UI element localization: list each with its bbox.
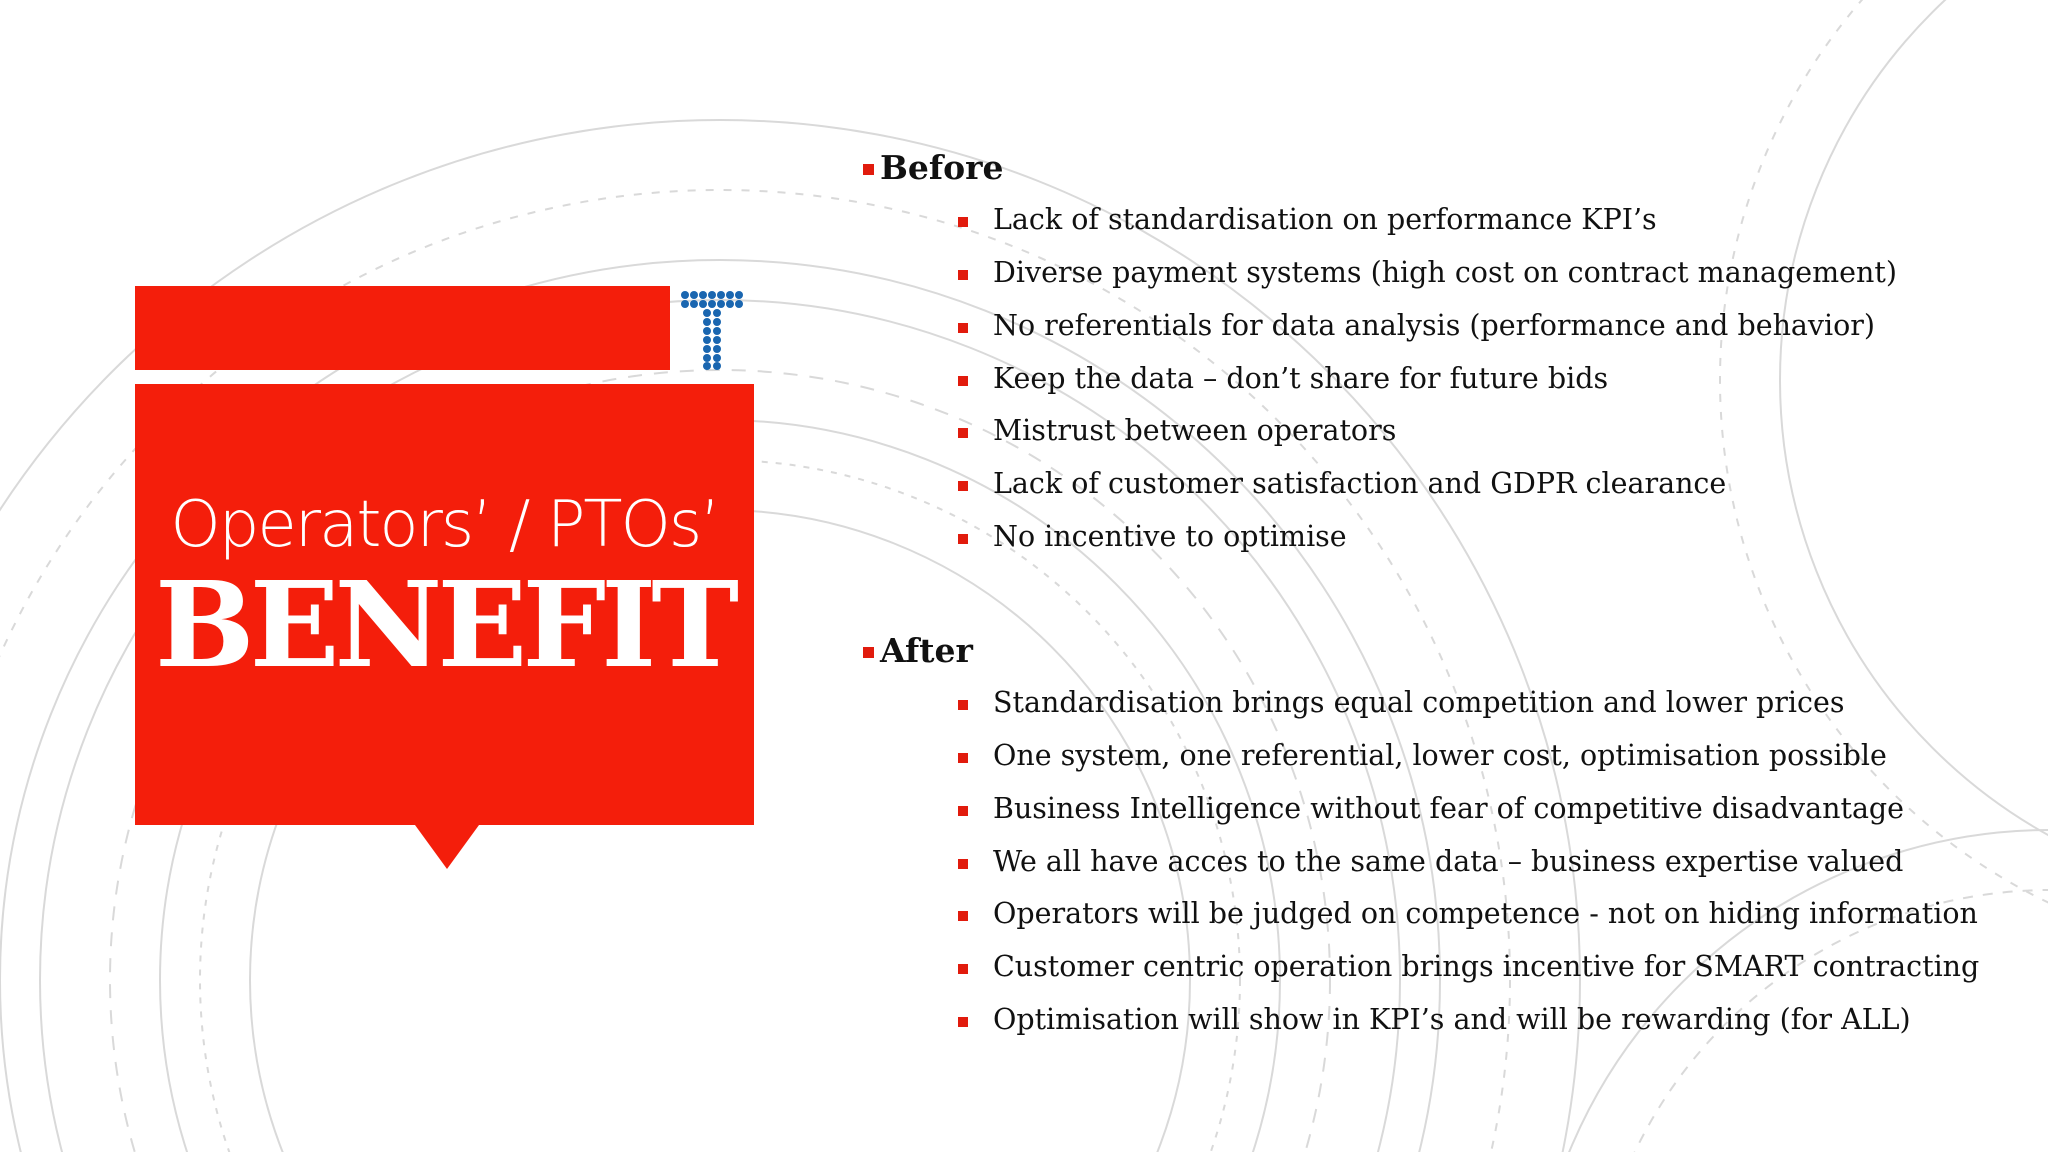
list-item [993, 520, 1347, 553]
callout-title: BENEFIT [154, 555, 735, 694]
list-item-text: Standardisation brings equal competition and lower prices [993, 686, 1845, 719]
list-item-text: Lack of customer satisfaction and GDPR clearance [993, 467, 1727, 500]
callout-box [135, 384, 754, 825]
list-item-text: Lack of standardisation on performance KPI’s [993, 203, 1657, 236]
list-item-text: No incentive to optimise [993, 520, 1347, 553]
bullet-icon [863, 647, 874, 658]
list-item [993, 845, 1903, 878]
list-item [993, 686, 1844, 719]
bullet-icon [958, 753, 968, 763]
list-item [993, 792, 1904, 825]
bullet-icon [958, 270, 968, 280]
list-item [993, 897, 1978, 930]
callout-top-bar [135, 286, 670, 370]
list-item [993, 739, 1887, 772]
callout-tail [415, 825, 479, 869]
bullet-icon [958, 323, 968, 333]
list-item-text: One system, one referential, lower cost, optimisation possible [993, 739, 1887, 772]
list-item [993, 309, 1875, 342]
section-heading-label: Before [880, 148, 1004, 187]
bullet-icon [958, 911, 968, 921]
list-item [993, 1003, 1911, 1036]
list-item [993, 414, 1396, 447]
list-item-text: Optimisation will show in KPI’s and will be rewarding (for ALL) [993, 1003, 1911, 1036]
bullet-icon [958, 859, 968, 869]
list-item-text: Business Intelligence without fear of competitive disadvantage [993, 792, 1905, 825]
list-item [993, 203, 1657, 236]
bullet-icon [958, 1017, 968, 1027]
bullet-icon [958, 217, 968, 227]
bullet-icon [958, 534, 968, 544]
t-dot-logo-icon [680, 290, 744, 370]
callout-subtitle: Operators’ / PTOs’ [170, 488, 719, 562]
list-item [993, 362, 1608, 395]
bullet-icon [958, 964, 968, 974]
section-heading-label: After [880, 631, 973, 670]
list-item-text: Customer centric operation brings incentive for SMART contracting [993, 950, 1980, 983]
list-item [993, 256, 1897, 289]
list-item [993, 950, 1979, 983]
section-heading-before [880, 148, 1003, 187]
bullet-icon [958, 376, 968, 386]
bullet-icon [958, 700, 968, 710]
list-item-text: We all have acces to the same data – business expertise valued [993, 845, 1904, 878]
list-item-text: Operators will be judged on competence - not on hiding information [993, 897, 1978, 930]
bullet-icon [863, 164, 874, 175]
bullet-icon [958, 428, 968, 438]
list-item-text: Mistrust between operators [993, 414, 1397, 447]
bullet-icon [958, 806, 968, 816]
section-heading-after [880, 631, 973, 670]
list-item-text: No referentials for data analysis (performance and behavior) [993, 309, 1876, 342]
bullet-icon [958, 481, 968, 491]
list-item-text: Keep the data – don’t share for future bids [993, 362, 1609, 395]
list-item-text: Diverse payment systems (high cost on contract management) [993, 256, 1897, 289]
list-item [993, 467, 1726, 500]
